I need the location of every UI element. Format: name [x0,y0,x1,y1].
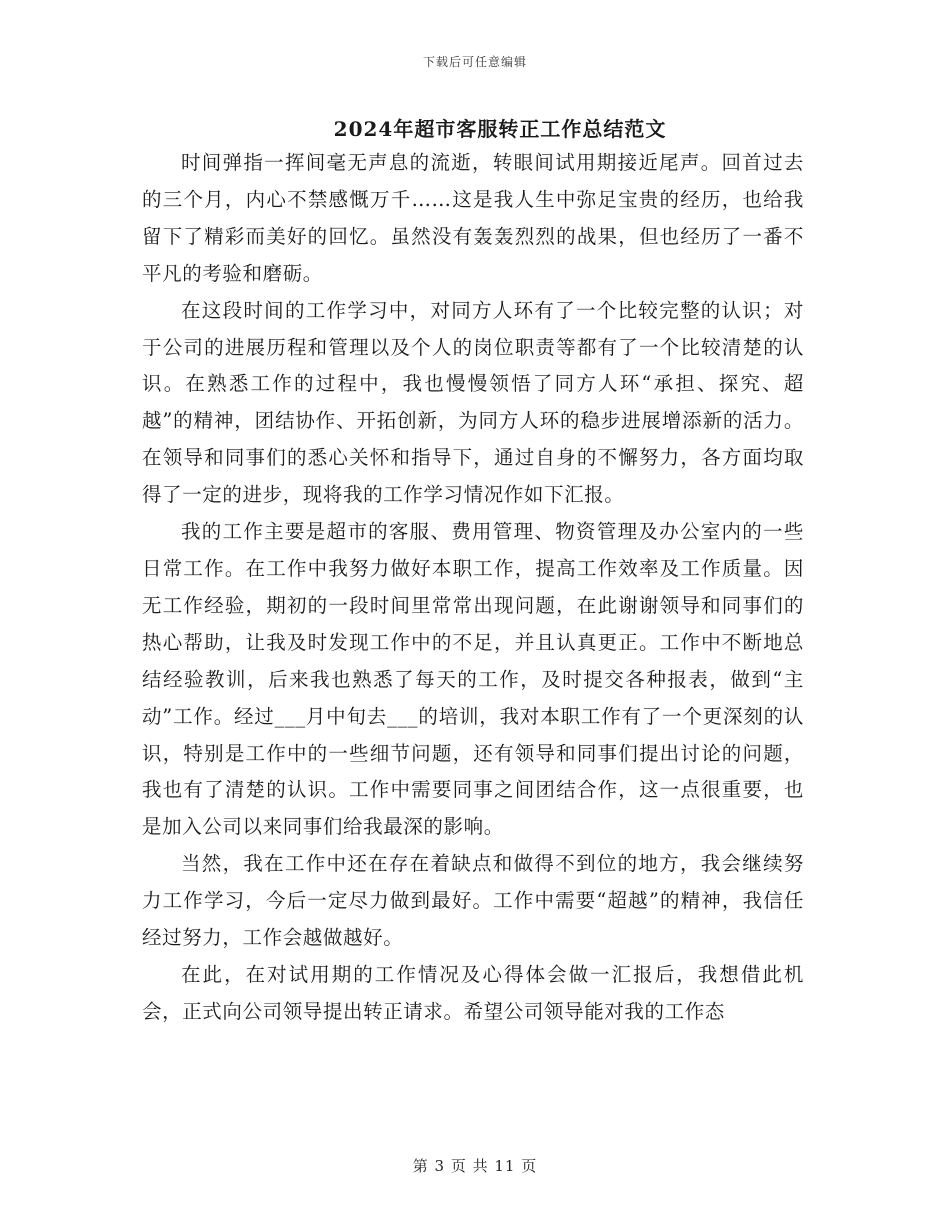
page-number-footer: 第 3 页 共 11 页 [412,1157,538,1175]
paragraph-1: 时间弹指一挥间毫无声息的流逝，转眼间试用期接近尾声。回首过去的三个月，内心不禁感慨万千……这是我人生中弥足宝贵的经历，也给我留下了精彩而美好的回忆。虽然没有轰轰烈烈的战果，但也经历了一番不平凡的考验和磨砺。 [142,151,804,285]
document-title: 2024年超市客服转正工作总结范文 [333,117,667,141]
document-body [142,145,804,1031]
paragraph-2: 在这段时间的工作学习中，对同方人环有了一个比较完整的认识；对于公司的进展历程和管理以及个人的岗位职责等都有了一个比较清楚的认识。在熟悉工作的过程中，我也慢慢领悟了同方人环“承担、探究、超越”的精神，团结协作、开拓创新，为同方人环的稳步进展增添新的活力。在领导和同事们的悉心关怀和指导下，通过自身的不懈努力，各方面均取得了一定的进步，现将我的工作学习情况作如下汇报。 [142,298,804,507]
page-header-note: 下载后可任意编辑 [422,55,527,69]
paragraph-5: 在此，在对试用期的工作情况及心得体会做一汇报后，我想借此机会，正式向公司领导提出转正请求。希望公司领导能对我的工作态 [142,962,804,1023]
paragraph-3: 我的工作主要是超市的客服、费用管理、物资管理及办公室内的一些日常工作。在工作中我努力做好本职工作，提高工作效率及工作质量。因无工作经验，期初的一段时间里常常出现问题，在此谢谢领导和同事们的热心帮助，让我及时发现工作中的不足，并且认真更正。工作中不断地总结经验教训，后来我也熟悉了每天的工作，及时提交各种报表，做到“主动”工作。经过___月中旬去___的培训，我对本职工作有了一个更深刻的认识，特别是工作中的一些细节问题，还有领导和同事们提出讨论的问题，我也有了清楚的认识。工作中需要同事之间团结合作，这一点很重要，也是加入公司以来同事们给我最深的影响。 [142,520,804,839]
paragraph-4: 当然，我在工作中还在存在着缺点和做得不到位的地方，我会继续努力工作学习，今后一定尽力做到最好。工作中需要“超越”的精神，我信任经过努力，工作会越做越好。 [142,852,804,950]
